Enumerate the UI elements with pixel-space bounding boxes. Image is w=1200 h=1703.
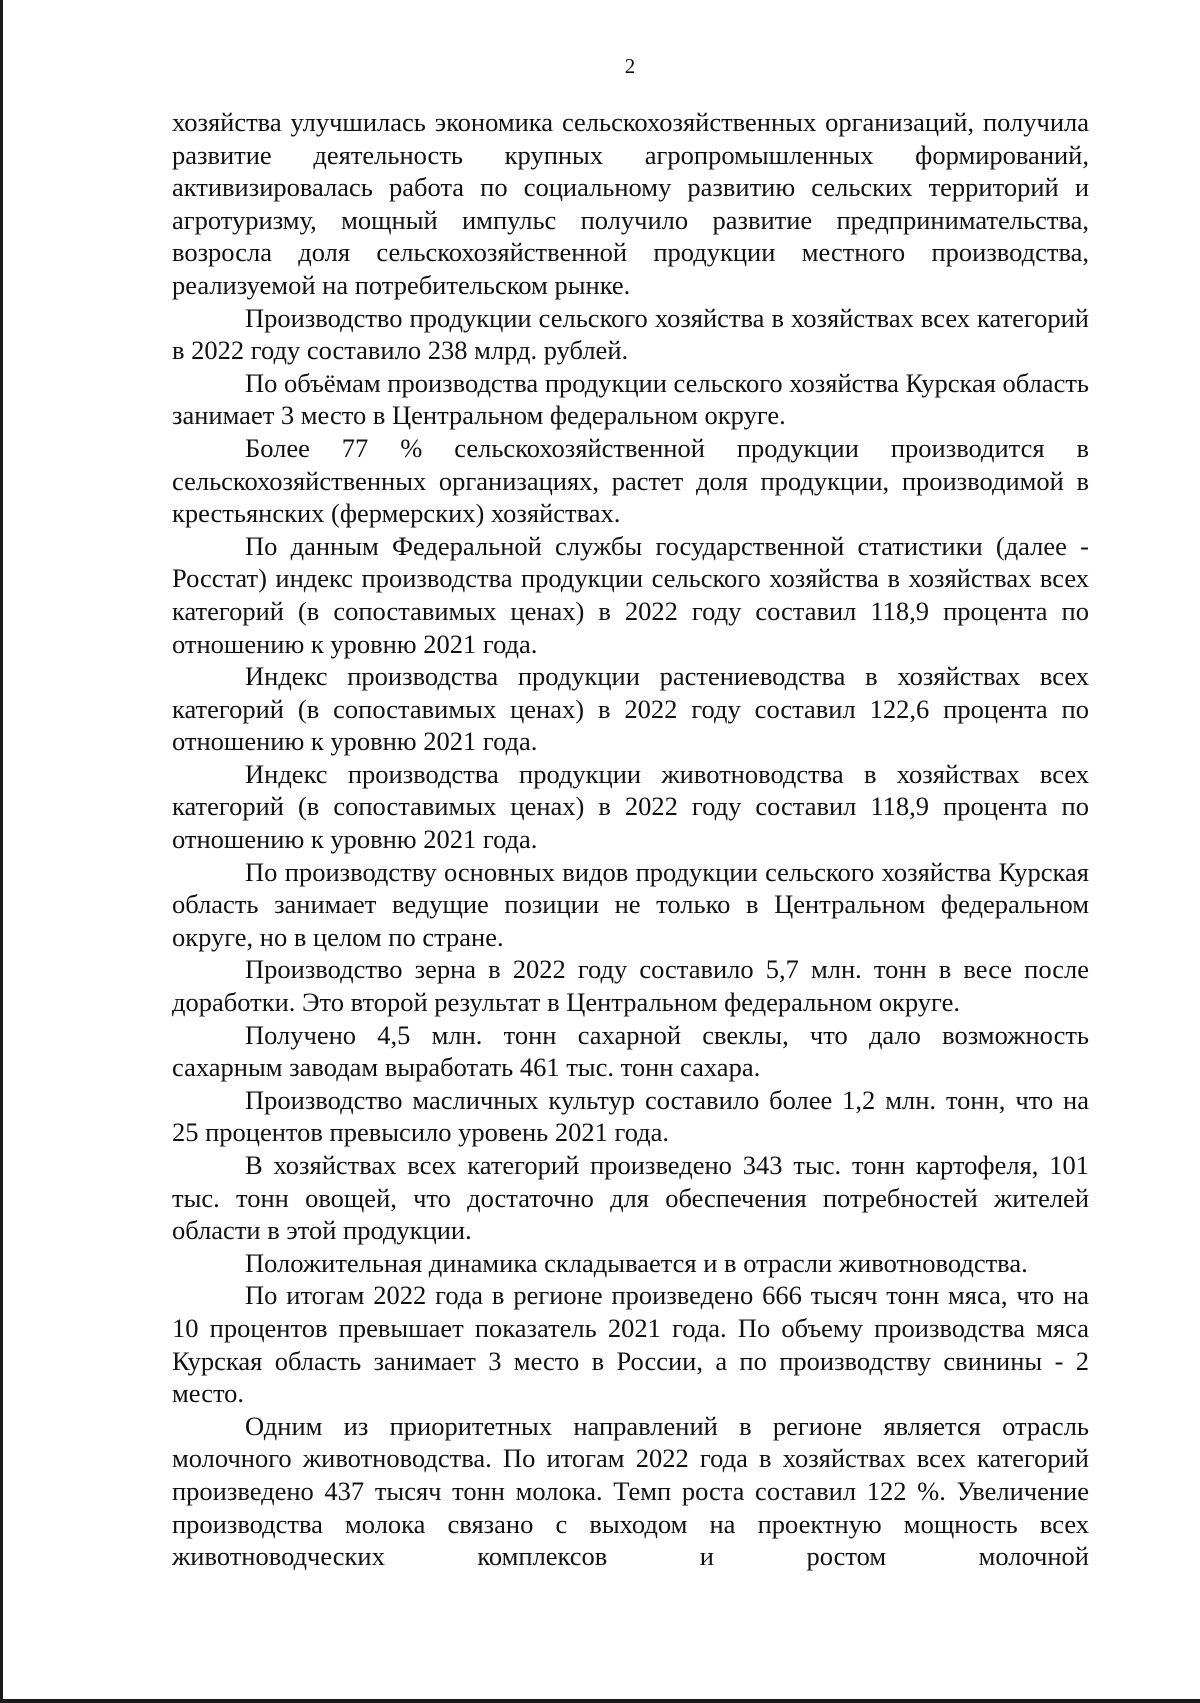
paragraph-1: хозяйства улучшилась экономика сельскохозяйственных организаций, получила развитие деятельность крупных агропромышленных формирований, активизировалась работа по социальному развитию сельских территорий и агротуризму, мощный импульс получило развитие предпринимательства, возросла доля сельскохозяйственной продукции местного производства, реализуемой на потребительском рынке. — [172, 107, 1089, 300]
paragraph-6: Индекс производства продукции растениеводства в хозяйствах всех категорий (в сопоставимых ценах) в 2022 году составил 122,6 процента по отношению к уровню 2021 года. — [172, 661, 1089, 757]
paragraph-9: Производство зерна в 2022 году составило 5,7 млн. тонн в весе после доработки. Это второй результат в Центральном федеральном округе. — [172, 954, 1089, 1018]
paragraph-4: Более 77 % сельскохозяйственной продукции производится в сельскохозяйственных организациях, растет доля продукции, производимой в крестьянских (фермерских) хозяйствах. — [172, 432, 1089, 529]
paragraph-12: В хозяйствах всех категорий произведено 343 тыс. тонн картофеля, 101 тыс. тонн овощей, что достаточно для обеспечения потребностей жителей области в этой продукции. — [172, 1150, 1089, 1246]
document-body — [172, 106, 1089, 1573]
scan-border-left — [0, 0, 3, 1703]
paragraph-13: Положительная динамика складывается и в отрасли животноводства. — [245, 1247, 1028, 1278]
paragraph-5: По данным Федеральной службы государственной статистики (далее - Росстат) индекс производства продукции сельского хозяйства в хозяйствах всех категорий (в сопоставимых ценах) в 2022 году составил 118,9 процента по отношению к уровню 2021 года. — [172, 530, 1089, 659]
paragraph-10: Получено 4,5 млн. тонн сахарной свеклы, что дало возможность сахарным заводам выработать 461 тыс. тонн сахара. — [172, 1019, 1089, 1083]
paragraph-14: По итогам 2022 года в регионе произведено 666 тысяч тонн мяса, что на 10 процентов превышает показатель 2021 года. По объему производства мяса Курская область занимает 3 место в России, а по производству свинины - 2 место. — [172, 1280, 1089, 1409]
paragraph-3: По объёмам производства продукции сельского хозяйства Курская область занимает 3 место в Центральном федеральном округе. — [172, 367, 1090, 431]
paragraph-7: Индекс производства продукции животноводства в хозяйствах всех категорий (в сопоставимых ценах) в 2022 году составил 118,9 процента по отношению к уровню 2021 года. — [172, 758, 1089, 855]
paragraph-2: Производство продукции сельского хозяйства в хозяйствах всех категорий в 2022 году составило 238 млрд. рублей. — [172, 302, 1089, 366]
paragraph-8: По производству основных видов продукции сельского хозяйства Курская область занимает ведущие позиции не только в Центральном федеральном округе, но в целом по стране. — [172, 856, 1089, 952]
scan-border-bottom — [0, 1699, 1200, 1703]
page-number: 2 — [624, 54, 636, 78]
paragraph-11: Производство масличных культур составило более 1,2 млн. тонн, что на 25 процентов превысило уровень 2021 года. — [172, 1084, 1089, 1148]
paragraph-15: Одним из приоритетных направлений в регионе является отрасль молочного животноводства. По итогам 2022 года в хозяйствах всех категорий произведено 437 тысяч тонн молока. Темп роста составил 122 %. Увеличение производства молока связано с выходом на проектную мощность всех животноводческих комплексов и ростом молочной — [172, 1410, 1089, 1572]
